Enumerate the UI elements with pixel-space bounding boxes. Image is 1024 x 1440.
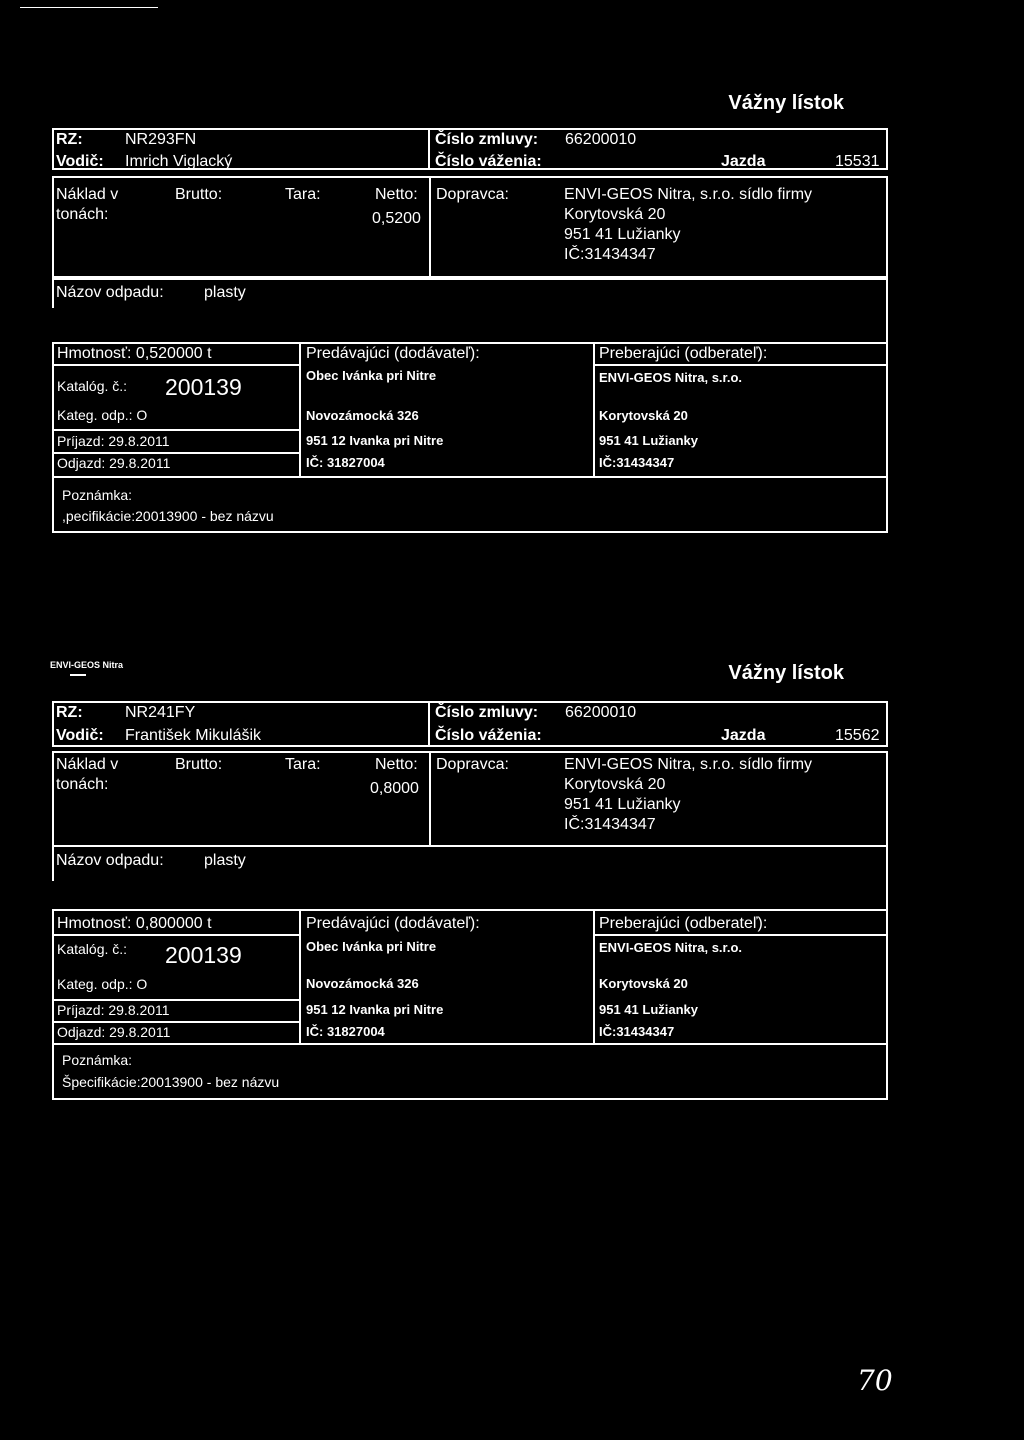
katalog-value: 200139 xyxy=(165,374,242,400)
predavajuci-line: 951 12 Ivanka pri Nitre xyxy=(306,433,444,448)
logo-underline xyxy=(70,674,86,676)
detail-divider-1 xyxy=(299,342,301,476)
brutto-label: Brutto: xyxy=(175,756,223,773)
specifikacie: Špecifikácie:20013900 - bez názvu xyxy=(62,1074,280,1090)
odpad-left-rule xyxy=(52,278,54,308)
dopravca-line: 951 41 Lužianky xyxy=(564,226,681,243)
rz-label: RZ: xyxy=(56,704,83,721)
vodic-label: Vodič: xyxy=(56,153,104,170)
detail-bottom-rule xyxy=(52,1043,888,1045)
odpad-value: plasty xyxy=(204,284,246,301)
detail-row-rule xyxy=(52,1021,299,1023)
odpad-label: Názov odpadu: xyxy=(56,852,164,869)
dopravca-line: ENVI-GEOS Nitra, s.r.o. sídlo firmy xyxy=(564,186,813,203)
odpad-right-rule xyxy=(886,845,888,909)
netto-value: 0,5200 xyxy=(372,210,421,227)
prijazd: Príjazd: 29.8.2011 xyxy=(57,433,170,449)
zmluva-value: 66200010 xyxy=(565,131,637,148)
netto-label: Netto: xyxy=(375,756,418,773)
preberajuci-line: Korytovská 20 xyxy=(599,408,688,423)
detail-header-rule xyxy=(593,364,888,366)
zmluva-value: 66200010 xyxy=(565,704,637,721)
tara-label: Tara: xyxy=(285,186,321,203)
detail-row-rule xyxy=(52,999,299,1001)
netto-label: Netto: xyxy=(375,186,418,203)
katalog-label: Katalóg. č.: xyxy=(57,941,128,957)
odpad-left-rule xyxy=(52,845,54,881)
dopravca-line: IČ:31434347 xyxy=(564,246,656,263)
detail-bottom-rule xyxy=(52,476,888,478)
load-divider xyxy=(429,751,431,847)
vazenie-label: Číslo váženia: xyxy=(435,727,542,744)
load-divider xyxy=(429,176,431,278)
predavajuci-line: IČ: 31827004 xyxy=(306,455,385,470)
company-logo: ENVI-GEOS Nitra xyxy=(50,660,124,670)
predavajuci-line: Novozámocká 326 xyxy=(306,408,419,423)
tara-label: Tara: xyxy=(285,756,321,773)
detail-header-rule xyxy=(52,364,299,366)
hmotnost: Hmotnosť: 0,800000 t xyxy=(57,915,212,932)
weighing-ticket-1 xyxy=(52,88,888,533)
tonach-label: tonách: xyxy=(56,776,109,793)
preberajuci-line: 951 41 Lužianky xyxy=(599,1002,698,1017)
poznamka-label: Poznámka: xyxy=(62,1052,133,1068)
netto-value: 0,8000 xyxy=(370,780,419,797)
prijazd: Príjazd: 29.8.2011 xyxy=(57,1002,170,1018)
vodic-value: František Mikulášik xyxy=(125,727,262,744)
kateg-odp: Kateg. odp.: O xyxy=(57,407,148,423)
preberajuci-line: ENVI-GEOS Nitra, s.r.o. xyxy=(599,940,743,955)
odpad-label: Názov odpadu: xyxy=(56,284,164,301)
preberajuci-label: Preberajúci (odberateľ): xyxy=(599,345,768,362)
jazda-label: Jazda xyxy=(721,153,766,170)
preberajuci-line: IČ:31434347 xyxy=(599,455,675,470)
odjazd: Odjazd: 29.8.2011 xyxy=(57,1024,171,1040)
odpad-value: plasty xyxy=(204,852,246,869)
dopravca-line: ENVI-GEOS Nitra, s.r.o. sídlo firmy xyxy=(564,756,813,773)
detail-row-rule xyxy=(52,429,299,431)
poznamka-label: Poznámka: xyxy=(62,487,133,503)
dopravca-line: Korytovská 20 xyxy=(564,776,666,793)
dopravca-label: Dopravca: xyxy=(436,756,509,773)
jazda-value: 15562 xyxy=(835,727,880,744)
detail-header-rule xyxy=(52,934,299,936)
jazda-value: 15531 xyxy=(835,153,880,170)
ticket-title: Vážny lístok xyxy=(728,92,844,114)
weighing-ticket-2 xyxy=(52,658,888,1100)
tonach-label: tonách: xyxy=(56,206,109,223)
vodic-label: Vodič: xyxy=(56,727,104,744)
dopravca-line: Korytovská 20 xyxy=(564,206,666,223)
odpad-top-rule xyxy=(52,278,888,280)
rz-label: RZ: xyxy=(56,131,83,148)
specifikacie: ,pecifikácie:20013900 - bez názvu xyxy=(62,508,274,524)
katalog-value: 200139 xyxy=(165,942,242,968)
zmluva-label: Číslo zmluvy: xyxy=(435,704,539,721)
header-divider xyxy=(428,701,430,747)
odjazd: Odjazd: 29.8.2011 xyxy=(57,455,171,471)
vazenie-label: Číslo váženia: xyxy=(435,153,542,170)
predavajuci-line: Obec Ivánka pri Nitre xyxy=(306,368,437,383)
jazda-label: Jazda xyxy=(721,727,766,744)
odpad-top-rule xyxy=(52,845,888,847)
predavajuci-line: IČ: 31827004 xyxy=(306,1024,385,1039)
dopravca-line: IČ:31434347 xyxy=(564,816,656,833)
vodic-value: Imrich Viglacký xyxy=(125,153,233,170)
top-rule xyxy=(20,7,158,8)
detail-box xyxy=(52,342,888,533)
detail-header-rule xyxy=(593,934,888,936)
ticket-title: Vážny lístok xyxy=(728,662,844,684)
detail-divider-1 xyxy=(299,909,301,1043)
katalog-label: Katalóg. č.: xyxy=(57,378,128,394)
predavajuci-line: 951 12 Ivanka pri Nitre xyxy=(306,1002,444,1017)
predavajuci-line: Obec Ivánka pri Nitre xyxy=(306,939,437,954)
header-divider xyxy=(428,128,430,170)
detail-box xyxy=(52,909,888,1100)
zmluva-label: Číslo zmluvy: xyxy=(435,131,539,148)
preberajuci-line: IČ:31434347 xyxy=(599,1024,675,1039)
preberajuci-line: ENVI-GEOS Nitra, s.r.o. xyxy=(599,370,743,385)
rz-value: NR241FY xyxy=(125,704,196,721)
hmotnost: Hmotnosť: 0,520000 t xyxy=(57,345,212,362)
predavajuci-label: Predávajúci (dodávateľ): xyxy=(306,345,480,362)
preberajuci-label: Preberajúci (odberateľ): xyxy=(599,915,768,932)
brutto-label: Brutto: xyxy=(175,186,223,203)
predavajuci-line: Novozámocká 326 xyxy=(306,976,419,991)
rz-value: NR293FN xyxy=(125,131,197,148)
handwritten-page-number: 70 xyxy=(857,1364,893,1397)
detail-row-rule xyxy=(52,452,299,454)
preberajuci-line: 951 41 Lužianky xyxy=(599,433,698,448)
dopravca-label: Dopravca: xyxy=(436,186,509,203)
naklad-label: Náklad v xyxy=(56,186,119,203)
predavajuci-label: Predávajúci (dodávateľ): xyxy=(306,915,480,932)
preberajuci-line: Korytovská 20 xyxy=(599,976,688,991)
kateg-odp: Kateg. odp.: O xyxy=(57,976,148,992)
naklad-label: Náklad v xyxy=(56,756,119,773)
odpad-right-rule xyxy=(886,278,888,342)
detail-divider-2 xyxy=(593,909,595,1043)
detail-divider-2 xyxy=(593,342,595,476)
dopravca-line: 951 41 Lužianky xyxy=(564,796,681,813)
